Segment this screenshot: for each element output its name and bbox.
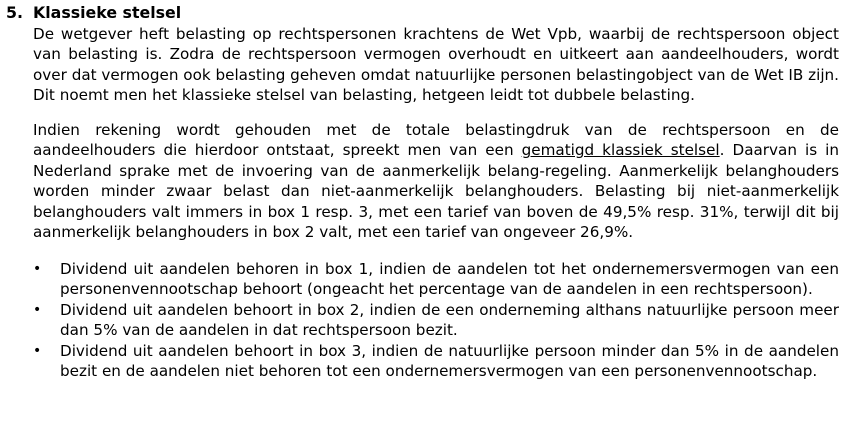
paragraph-classical-system: De wetgever heft belasting op rechtspersonen krachtens de Wet Vpb, waarbij de rechtspersoon object van belasting is. Zodra de rechtspersoon vermogen overhoudt en uitkeert aan aandeelhouders, wordt over dat vermogen ook belasting geheven omdat natuurlijke personen belastingobject van de Wet IB zijn. Dit noemt men het klassieke stelsel van belasting, hetgeen leidt tot dubbele belasting. — [33, 25, 839, 105]
bullet-icon: • — [33, 301, 42, 318]
list-item — [33, 259, 839, 300]
list-item-text: Dividend uit aandelen behoren in box 1, indien de aandelen tot het ondernemersvermogen van een personenvennootschap behoort (ongeacht het percentage van de aandelen in een rechtspersoon). — [60, 260, 839, 299]
underlined-term: gematigd klassiek stelsel — [521, 141, 720, 160]
bullet-icon: • — [33, 342, 42, 359]
section-heading — [6, 3, 181, 23]
paragraph-text-before: Indien rekening wordt gehouden met de totale belastingdruk van de rechtspersoon en de aandeelhouders die hierdoor ontstaat, spreekt men van een — [33, 121, 839, 160]
list-item — [33, 341, 839, 382]
list-item-text: Dividend uit aandelen behoort in box 3, indien de natuurlijke persoon minder dan 5% in de aandelen bezit en de aandelen niet behoren tot een ondernemersvermogen van een personenvennootschap. — [60, 341, 839, 381]
section-number: 5. — [6, 3, 23, 22]
list-item-text: Dividend uit aandelen behoort in box 2, indien de een onderneming althans natuurlijke persoon meer dan 5% van de aandelen in dat rechtspersoon bezit. — [60, 300, 839, 340]
paragraph-tax-burden — [33, 120, 839, 242]
bullet-list — [33, 259, 839, 381]
list-item — [33, 300, 839, 341]
paragraph-text-after: . Daarvan is in Nederland sprake met de invoering van de aanmerkelijk belang-regeling. Aanmerkelijk belanghouders worden minder zwaar belast dan niet-aanmerkelijk belanghouders. Belasting bij niet-aanmerkelijk belanghouders valt immers in box 1 resp. 3, met een tarief van boven de 49,5% resp. 31%, terwijl dit bij aanmerkelijk belanghouders in box 2 valt, met een tarief van ongeveer 26,9%. — [33, 141, 840, 242]
section-title: Klassieke stelsel — [33, 3, 182, 22]
bullet-icon: • — [33, 261, 42, 277]
